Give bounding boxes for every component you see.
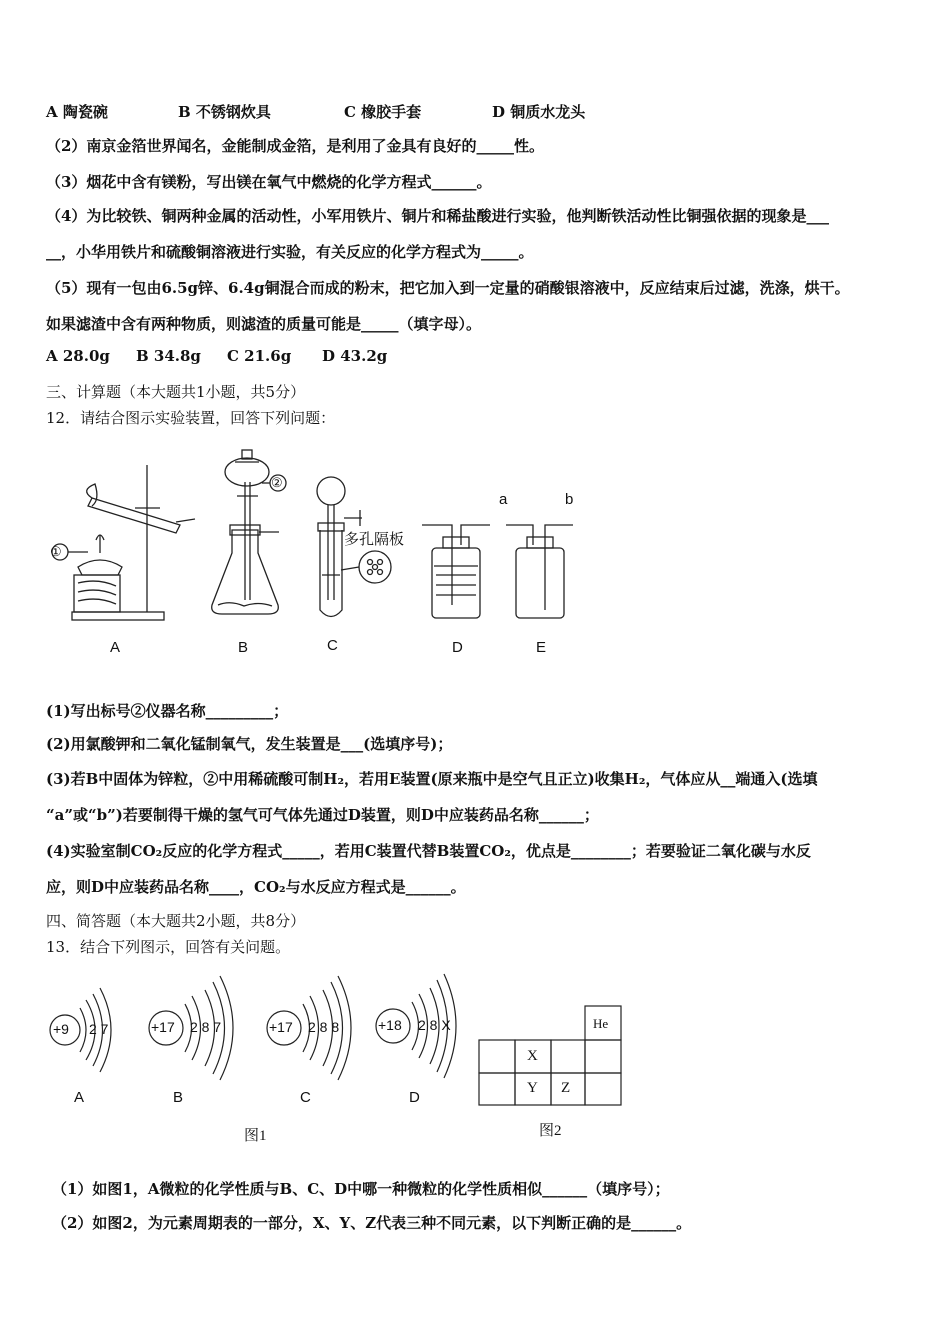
- q11-part3: （3）烟花中含有镁粉，写出镁在氧气中燃烧的化学方程式______。: [46, 173, 492, 191]
- atom-c-nucleus: +17: [269, 1019, 293, 1035]
- option-a-mass: A 28.0g: [46, 347, 110, 365]
- option-b-steel-cookware: B 不锈钢炊具: [178, 103, 271, 121]
- q11-part4-line2: __，小华用铁片和硫酸铜溶液进行实验，有关反应的化学方程式为_____。: [46, 243, 534, 261]
- atom-d-nucleus: +18: [378, 1017, 402, 1033]
- q12-part3-line2: “a”或“b”)若要制得干燥的氢气可气体先通过D装置，则D中应装药品名称______；: [46, 806, 599, 824]
- atom-label-c: C: [300, 1089, 311, 1106]
- cell-x: X: [527, 1048, 538, 1064]
- figure-2-caption: 图2: [539, 1123, 562, 1139]
- atom-a-shells: 2 7: [89, 1021, 109, 1037]
- option-d-copper-faucet: D 铜质水龙头: [492, 103, 586, 121]
- q13-part1: （1）如图1，A微粒的化学性质与B、C、D中哪一种微粒的化学性质相似______（填序号）；: [52, 1180, 670, 1198]
- port-a-label: a: [499, 491, 508, 508]
- mark-1: ①: [50, 544, 62, 559]
- apparatus-label-a: A: [110, 639, 121, 656]
- atom-a-nucleus: +9: [53, 1021, 69, 1037]
- q12-part3-line1: (3)若B中固体为锌粒，②中用稀硫酸可制H₂，若用E装置(原来瓶中是空气且正立)收集H₂，气体应从__端通入(选填: [46, 770, 818, 788]
- apparatus-label-e: E: [536, 639, 547, 656]
- q13-stem: 13．结合下列图示，回答有关问题。: [46, 938, 291, 956]
- mark-2: ②: [271, 475, 283, 490]
- q13-part2: （2）如图2，为元素周期表的一部分，X、Y、Z代表三种不同元素，以下判断正确的是______。: [52, 1214, 692, 1232]
- q11-part2: （2）南京金箔世界闻名，金能制成金箔，是利用了金具有良好的_____性。: [46, 137, 544, 155]
- porous-plate-label: 多孔隔板: [344, 531, 405, 548]
- apparatus-label-c: C: [327, 637, 338, 654]
- apparatus-e: [506, 525, 573, 618]
- cell-z: Z: [561, 1080, 571, 1096]
- section-3-title: 三、计算题（本大题共1小题，共5分）: [46, 383, 306, 401]
- q12-part2: (2)用氯酸钾和二氧化锰制氧气，发生装置是___(选填序号)；: [46, 735, 453, 753]
- q11-part5-line1: （5）现有一包由6.5g锌、6.4g铜混合而成的粉末，把它加入到一定量的硝酸银溶液中，反应结束后过滤，洗涤，烘干。: [46, 279, 850, 297]
- apparatus-label-b: B: [238, 639, 249, 656]
- atom-b-shells: 2 8 7: [190, 1019, 222, 1035]
- q11-part4-line1: （4）为比较铁、铜两种金属的活动性，小军用铁片、铜片和稀盐酸进行实验，他判断铁活动性比铜强依据的现象是___: [46, 207, 829, 225]
- apparatus-a: [52, 465, 195, 620]
- q12-part4-line2: 应，则D中应装药品名称____，CO₂与水反应方程式是______。: [46, 878, 466, 896]
- atom-c-shells: 2 8 8: [308, 1019, 340, 1035]
- option-b-mass: B 34.8g: [136, 347, 201, 365]
- atom-b-nucleus: +17: [151, 1019, 175, 1035]
- q11-part5-line2: 如果滤渣中含有两种物质，则滤渣的质量可能是_____（填字母）。: [46, 315, 482, 333]
- atom-label-b: B: [173, 1089, 184, 1106]
- port-b-label: b: [565, 491, 574, 508]
- option-c-rubber-gloves: C 橡胶手套: [344, 103, 422, 121]
- option-a-ceramic-bowl: A 陶瓷碗: [46, 103, 108, 121]
- q12-part4-line1: (4)实验室制CO₂反应的化学方程式_____，若用C装置代替B装置CO₂，优点是________；若要验证二氧化碳与水反: [46, 842, 811, 860]
- apparatus-label-d: D: [452, 639, 463, 656]
- cell-y: Y: [527, 1080, 538, 1096]
- figure-1-caption: 图1: [244, 1128, 267, 1144]
- section-4-title: 四、简答题（本大题共2小题，共8分）: [46, 912, 306, 930]
- atom-d-shells: 2 8 X: [418, 1017, 451, 1033]
- atom-label-a: A: [74, 1089, 85, 1106]
- atom-label-d: D: [409, 1089, 420, 1106]
- option-d-mass: D 43.2g: [322, 347, 388, 365]
- cell-he: He: [593, 1016, 609, 1031]
- option-c-mass: C 21.6g: [227, 347, 292, 365]
- apparatus-d: [422, 525, 490, 618]
- q12-part1: (1)写出标号②仪器名称_________；: [46, 702, 289, 720]
- q12-stem: 12．请结合图示实验装置，回答下列问题：: [46, 409, 336, 427]
